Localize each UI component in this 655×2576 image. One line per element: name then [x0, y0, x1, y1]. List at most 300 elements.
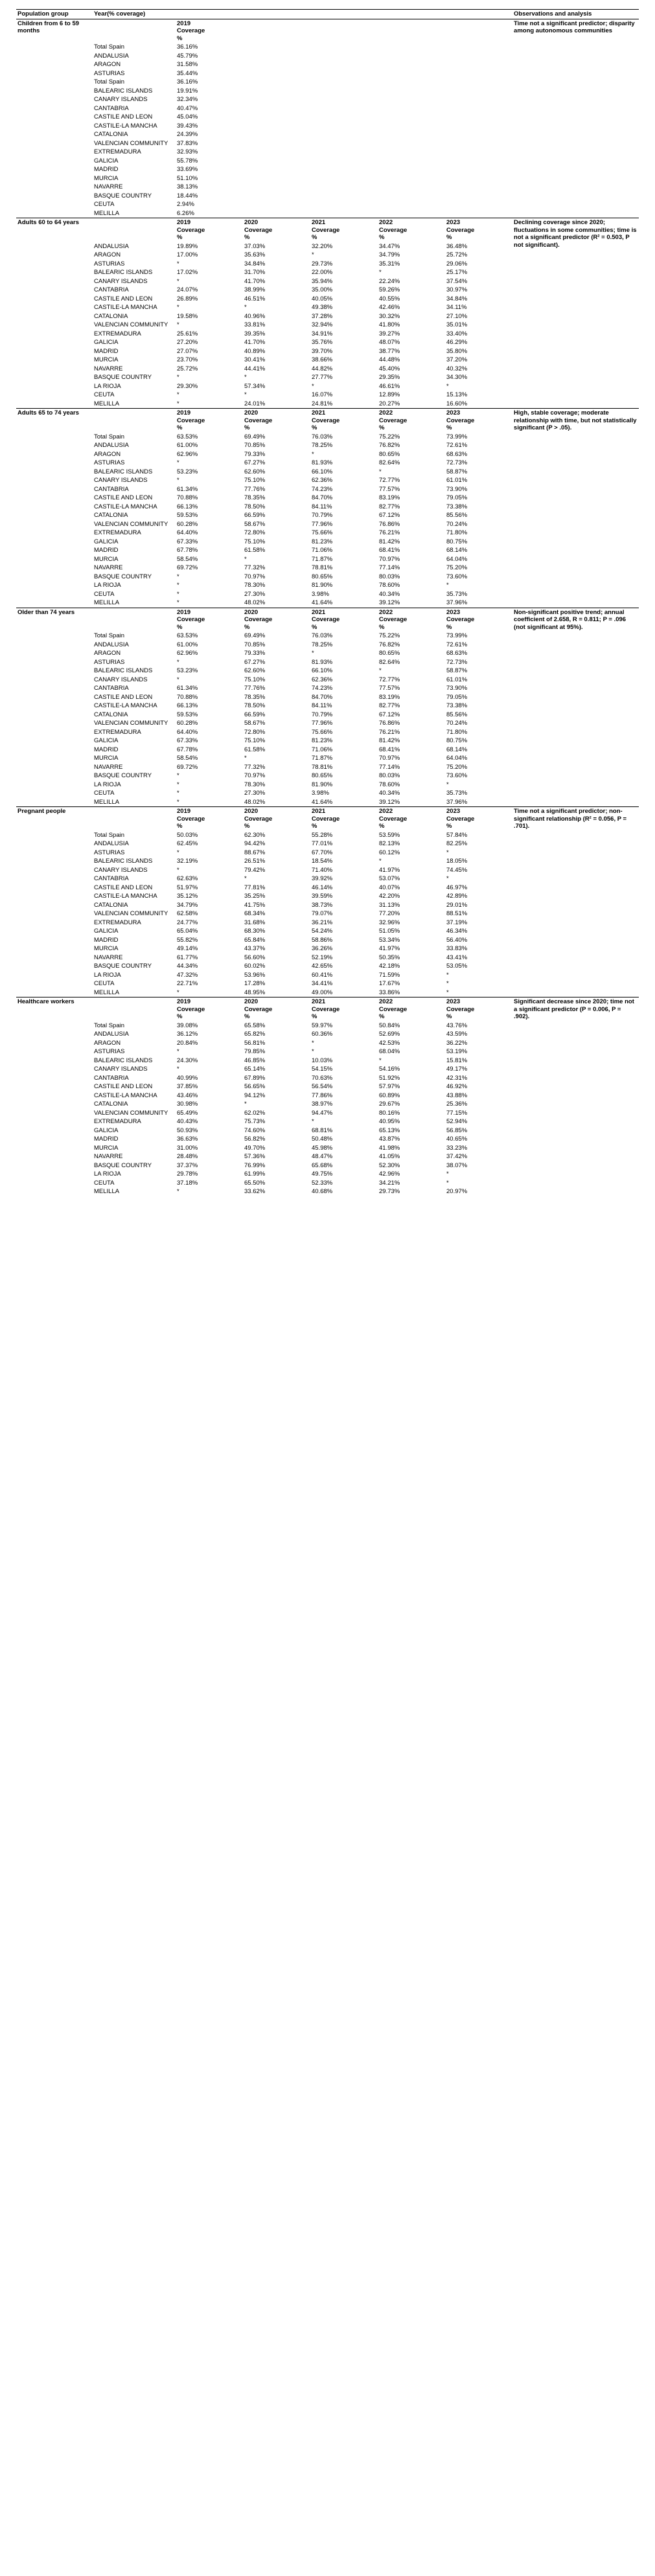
- region-label: CASTILE-LA MANCHA: [94, 122, 157, 130]
- coverage-value: [445, 122, 512, 131]
- region-label: MELILLA: [94, 400, 120, 407]
- coverage-value: 68.63%: [446, 450, 468, 458]
- table-head: [16, 10, 639, 19]
- coverage-value: 41.70%: [244, 277, 266, 285]
- coverage-value: *: [244, 555, 247, 563]
- coverage-value: [445, 60, 512, 69]
- coverage-value: 73.99%: [446, 433, 468, 440]
- coverage-value: *: [244, 374, 247, 381]
- coverage-value: 75.20%: [446, 763, 468, 771]
- region-label: VALENCIAN COMMUNITY: [94, 1109, 168, 1117]
- year-column-header: 2020 Coverage %: [244, 998, 273, 1020]
- region-label: CASTILE AND LEON: [94, 295, 153, 302]
- observation-cell: Non-significant positive trend; annual coefficient of 2.658, R = 0.811; P = .096 (not significant at 95%).: [514, 608, 626, 631]
- region-column-spacer: [93, 19, 176, 43]
- coverage-value: *: [177, 573, 179, 580]
- coverage-value: 63.53%: [177, 433, 198, 440]
- coverage-value: 82.13%: [379, 840, 400, 847]
- coverage-value: 81.90%: [312, 582, 333, 589]
- region-label: BALEARIC ISLANDS: [94, 858, 153, 865]
- coverage-value: 62.02%: [244, 1109, 266, 1117]
- coverage-value: 50.84%: [379, 1021, 400, 1029]
- coverage-value: 53.23%: [177, 667, 198, 674]
- coverage-value: *: [379, 858, 382, 865]
- coverage-value: *: [177, 304, 179, 311]
- coverage-value: 39.70%: [312, 347, 333, 355]
- section-header-row: [16, 409, 639, 433]
- coverage-value: [310, 157, 378, 166]
- coverage-value: 80.03%: [379, 772, 400, 779]
- coverage-value: 53.05%: [446, 963, 468, 970]
- coverage-value: 62.60%: [244, 468, 266, 475]
- coverage-value: 71.40%: [312, 866, 333, 874]
- region-label: BALEARIC ISLANDS: [94, 269, 153, 276]
- coverage-value: 81.23%: [312, 737, 333, 744]
- coverage-value: 77.76%: [244, 485, 266, 493]
- region-label: CANARY ISLANDS: [94, 277, 148, 285]
- coverage-value: 56.60%: [244, 953, 266, 961]
- coverage-value: 24.30%: [177, 1056, 198, 1064]
- coverage-value: 58.87%: [446, 468, 468, 475]
- region-label: BALEARIC ISLANDS: [94, 667, 153, 674]
- coverage-value: 76.86%: [379, 520, 400, 528]
- year-column-header: 2021 Coverage %: [312, 219, 340, 241]
- coverage-value: 42.96%: [379, 1170, 400, 1178]
- coverage-value: 47.32%: [177, 971, 198, 979]
- coverage-value: 78.35%: [244, 494, 266, 501]
- coverage-value: 61.00%: [177, 442, 198, 449]
- coverage-value: 74.60%: [244, 1126, 266, 1134]
- region-label: BASQUE COUNTRY: [94, 374, 152, 381]
- coverage-value: [445, 87, 512, 96]
- coverage-value: 55.28%: [312, 831, 333, 839]
- coverage-value: 54.16%: [379, 1066, 400, 1073]
- coverage-value: 36.12%: [177, 1031, 198, 1038]
- coverage-value: 30.97%: [446, 286, 468, 293]
- region-label: BALEARIC ISLANDS: [94, 87, 153, 95]
- coverage-value: 73.38%: [446, 702, 468, 709]
- coverage-value: 84.70%: [312, 693, 333, 701]
- coverage-value: 22.24%: [379, 277, 400, 285]
- coverage-value: 66.10%: [312, 468, 333, 475]
- coverage-value: 55.82%: [177, 936, 198, 944]
- coverage-value: 66.59%: [244, 711, 266, 718]
- coverage-value: 58.87%: [446, 667, 468, 674]
- population-group-label: Healthcare workers: [17, 998, 75, 1005]
- coverage-value: 43.87%: [379, 1135, 400, 1143]
- region-label: NAVARRE: [94, 953, 123, 961]
- region-label: CANTABRIA: [94, 875, 129, 882]
- coverage-value: 34.11%: [446, 304, 467, 311]
- coverage-value: 69.49%: [244, 433, 266, 440]
- year-column-header: 2022 Coverage %: [379, 219, 408, 241]
- coverage-value: 62.96%: [177, 450, 198, 458]
- coverage-value: 65.84%: [244, 936, 266, 944]
- coverage-value: *: [446, 582, 449, 589]
- coverage-value: 42.89%: [446, 893, 468, 900]
- coverage-value: 23.70%: [177, 356, 198, 363]
- coverage-value: *: [446, 988, 449, 996]
- coverage-value: 61.99%: [244, 1170, 266, 1178]
- region-label: CATALONIA: [94, 312, 128, 320]
- coverage-value: 68.41%: [379, 547, 400, 554]
- coverage-value: 70.24%: [446, 520, 468, 528]
- coverage-value: 78.25%: [312, 641, 333, 648]
- coverage-value: 62.96%: [177, 650, 198, 657]
- coverage-value: 68.63%: [446, 650, 468, 657]
- coverage-value: 29.78%: [177, 1170, 198, 1178]
- coverage-value: 78.35%: [244, 693, 266, 701]
- coverage-value: [445, 130, 512, 139]
- coverage-value: 79.05%: [446, 693, 468, 701]
- coverage-value: 71.87%: [312, 555, 333, 563]
- coverage-value: [310, 183, 378, 192]
- coverage-value: 67.78%: [177, 547, 198, 554]
- coverage-value: 76.82%: [379, 641, 400, 648]
- coverage-value: 56.82%: [244, 1135, 266, 1143]
- coverage-value: 75.22%: [379, 632, 400, 639]
- coverage-value: 77.01%: [312, 840, 333, 847]
- coverage-value: 37.18%: [177, 1179, 198, 1187]
- coverage-value: [378, 130, 445, 139]
- coverage-value: 78.81%: [312, 763, 333, 771]
- coverage-value: 66.13%: [177, 503, 198, 510]
- coverage-value: 3.98%: [312, 590, 329, 598]
- coverage-value: [445, 78, 512, 87]
- coverage-value: 57.36%: [244, 1153, 266, 1160]
- coverage-value: 79.42%: [244, 866, 266, 874]
- year-column-header: 2021 Coverage %: [312, 998, 340, 1020]
- coverage-value: 55.78%: [177, 157, 198, 165]
- coverage-value: 70.88%: [177, 693, 198, 701]
- coverage-value: 70.85%: [244, 641, 266, 648]
- coverage-value: 49.00%: [312, 988, 333, 996]
- coverage-value: [243, 52, 310, 61]
- coverage-value: 20.97%: [446, 1188, 468, 1195]
- coverage-value: *: [446, 1179, 449, 1187]
- coverage-value: 64.04%: [446, 755, 468, 762]
- coverage-value: 60.36%: [312, 1031, 333, 1038]
- coverage-value: 35.00%: [312, 286, 333, 293]
- coverage-value: 38.77%: [379, 347, 400, 355]
- coverage-value: 36.26%: [312, 945, 333, 952]
- coverage-value: 77.14%: [379, 564, 400, 571]
- coverage-value: 70.85%: [244, 442, 266, 449]
- region-label: BALEARIC ISLANDS: [94, 468, 153, 475]
- coverage-value: 82.77%: [379, 702, 400, 709]
- coverage-value: [445, 200, 512, 209]
- coverage-value: 60.12%: [379, 849, 400, 856]
- coverage-value: *: [446, 849, 449, 856]
- coverage-value: 77.96%: [312, 720, 333, 727]
- region-label: CATALONIA: [94, 131, 128, 138]
- coverage-value: 50.93%: [177, 1126, 198, 1134]
- coverage-value: 18.54%: [312, 858, 333, 865]
- coverage-value: 36.63%: [177, 1135, 198, 1143]
- coverage-value: 61.34%: [177, 485, 198, 493]
- coverage-value: 73.90%: [446, 685, 468, 692]
- coverage-value: 32.96%: [379, 918, 400, 926]
- coverage-value: 32.20%: [312, 242, 333, 250]
- coverage-value: [243, 69, 310, 78]
- coverage-value: *: [379, 1056, 382, 1064]
- year-column-header: [378, 19, 445, 43]
- coverage-value: 42.20%: [379, 893, 400, 900]
- region-label: MADRID: [94, 1135, 119, 1143]
- coverage-value: 64.40%: [177, 529, 198, 536]
- coverage-value: 38.66%: [312, 356, 333, 363]
- coverage-value: 54.15%: [312, 1066, 333, 1073]
- coverage-value: 33.69%: [177, 166, 198, 173]
- coverage-value: 39.35%: [244, 330, 266, 337]
- coverage-value: *: [177, 988, 179, 996]
- coverage-value: 37.96%: [446, 798, 468, 806]
- coverage-value: 33.81%: [244, 321, 266, 328]
- coverage-value: 88.51%: [446, 910, 468, 917]
- coverage-value: 46.34%: [446, 928, 468, 935]
- coverage-value: 67.33%: [177, 538, 198, 545]
- coverage-value: 60.02%: [244, 963, 266, 970]
- region-label: ARAGON: [94, 61, 121, 68]
- coverage-value: 36.21%: [312, 918, 333, 926]
- coverage-value: 60.28%: [177, 520, 198, 528]
- coverage-value: 25.61%: [177, 330, 198, 337]
- region-column-spacer: [93, 608, 176, 632]
- coverage-value: [310, 60, 378, 69]
- coverage-value: 34.84%: [244, 260, 266, 268]
- coverage-value: 81.93%: [312, 658, 333, 666]
- year-column-header: 2019 Coverage %: [177, 219, 205, 241]
- coverage-value: 40.07%: [379, 883, 400, 891]
- coverage-value: 65.58%: [244, 1021, 266, 1029]
- region-label: ANDALUSIA: [94, 52, 129, 60]
- coverage-value: *: [177, 391, 179, 398]
- coverage-value: 36.16%: [177, 78, 198, 85]
- coverage-value: 70.97%: [244, 772, 266, 779]
- region-label: EXTREMADURA: [94, 728, 141, 736]
- population-group-label: Adults 65 to 74 years: [17, 409, 80, 416]
- region-label: NAVARRE: [94, 564, 123, 571]
- coverage-value: 54.24%: [312, 928, 333, 935]
- coverage-value: [310, 43, 378, 52]
- coverage-value: 29.30%: [177, 382, 198, 390]
- coverage-value: 65.04%: [177, 928, 198, 935]
- coverage-value: 33.23%: [446, 1144, 468, 1152]
- coverage-value: 39.08%: [177, 1021, 198, 1029]
- coverage-value: 76.21%: [379, 728, 400, 736]
- coverage-value: *: [312, 450, 314, 458]
- coverage-value: 10.03%: [312, 1056, 333, 1064]
- coverage-value: 62.58%: [177, 910, 198, 917]
- coverage-value: [243, 165, 310, 174]
- coverage-value: 33.40%: [446, 330, 468, 337]
- coverage-value: 40.55%: [379, 295, 400, 302]
- coverage-value: 46.29%: [446, 339, 468, 346]
- coverage-value: 70.97%: [379, 755, 400, 762]
- coverage-value: 77.32%: [244, 564, 266, 571]
- population-group-label: Older than 74 years: [17, 608, 75, 616]
- coverage-value: 67.89%: [244, 1074, 266, 1082]
- coverage-value: 59.97%: [312, 1021, 333, 1029]
- coverage-value: 27.30%: [244, 790, 266, 797]
- coverage-value: [243, 78, 310, 87]
- coverage-value: *: [312, 1118, 314, 1125]
- coverage-value: 69.72%: [177, 763, 198, 771]
- coverage-value: [243, 43, 310, 52]
- region-label: MADRID: [94, 547, 119, 554]
- coverage-value: 73.99%: [446, 632, 468, 639]
- region-label: CANARY ISLANDS: [94, 1066, 148, 1073]
- coverage-value: 80.16%: [379, 1109, 400, 1117]
- coverage-value: 57.97%: [379, 1083, 400, 1090]
- region-label: CANTABRIA: [94, 685, 129, 692]
- coverage-value: 71.80%: [446, 728, 468, 736]
- coverage-value: 62.30%: [244, 831, 266, 839]
- region-label: LA RIOJA: [94, 971, 121, 979]
- coverage-value: 82.64%: [379, 658, 400, 666]
- coverage-value: 61.00%: [177, 641, 198, 648]
- coverage-value: 77.76%: [244, 685, 266, 692]
- coverage-value: 36.16%: [177, 43, 198, 51]
- region-label: CASTILE-LA MANCHA: [94, 503, 157, 510]
- coverage-value: 46.97%: [446, 883, 468, 891]
- region-label: ASTURIAS: [94, 260, 125, 268]
- region-label: BASQUE COUNTRY: [94, 963, 152, 970]
- coverage-value: 61.01%: [446, 477, 468, 484]
- coverage-value: 41.80%: [379, 321, 400, 328]
- coverage-value: 81.42%: [379, 538, 400, 545]
- coverage-value: 35.12%: [177, 893, 198, 900]
- coverage-value: *: [446, 971, 449, 979]
- coverage-value: 60.89%: [379, 1091, 400, 1099]
- region-label: MELILLA: [94, 599, 120, 606]
- coverage-value: 65.49%: [177, 1109, 198, 1117]
- coverage-value: *: [177, 260, 179, 268]
- coverage-value: 41.97%: [379, 945, 400, 952]
- region-label: MURCIA: [94, 945, 119, 952]
- coverage-value: [310, 174, 378, 183]
- coverage-value: [243, 157, 310, 166]
- coverage-value: *: [244, 304, 247, 311]
- coverage-value: 72.80%: [244, 728, 266, 736]
- coverage-value: 77.20%: [379, 910, 400, 917]
- section-header-row: [16, 19, 639, 43]
- coverage-value: *: [446, 875, 449, 882]
- coverage-value: 34.41%: [312, 980, 333, 987]
- coverage-value: 78.60%: [379, 781, 400, 788]
- coverage-value: 65.82%: [244, 1031, 266, 1038]
- coverage-value: 52.94%: [446, 1118, 468, 1125]
- coverage-value: [445, 139, 512, 148]
- coverage-value: 18.05%: [446, 858, 468, 865]
- coverage-value: 39.27%: [379, 330, 400, 337]
- region-column-spacer: [93, 409, 176, 433]
- coverage-value: 75.20%: [446, 564, 468, 571]
- coverage-value: 66.13%: [177, 702, 198, 709]
- coverage-value: 51.10%: [177, 174, 198, 182]
- year-column-header: [310, 19, 378, 43]
- region-label: NAVARRE: [94, 183, 123, 190]
- coverage-value: 53.07%: [379, 875, 400, 882]
- coverage-value: [243, 200, 310, 209]
- coverage-value: 53.19%: [446, 1048, 468, 1055]
- coverage-value: 43.46%: [177, 1091, 198, 1099]
- region-label: CASTILE AND LEON: [94, 113, 153, 120]
- coverage-value: 76.03%: [312, 433, 333, 440]
- coverage-value: *: [177, 849, 179, 856]
- coverage-value: 85.56%: [446, 512, 468, 519]
- coverage-value: 70.97%: [244, 573, 266, 580]
- coverage-value: *: [244, 755, 247, 762]
- coverage-value: 53.23%: [177, 468, 198, 475]
- coverage-value: [445, 209, 512, 218]
- coverage-value: 31.13%: [379, 901, 400, 909]
- coverage-value: [310, 87, 378, 96]
- coverage-value: *: [379, 667, 382, 674]
- coverage-value: 94.12%: [244, 1091, 266, 1099]
- coverage-value: 38.99%: [244, 286, 266, 293]
- coverage-value: 42.53%: [379, 1039, 400, 1047]
- coverage-value: 68.34%: [244, 910, 266, 917]
- coverage-value: 26.51%: [244, 858, 266, 865]
- coverage-value: 70.97%: [379, 555, 400, 563]
- coverage-value: 46.61%: [379, 382, 400, 390]
- coverage-value: 85.56%: [446, 711, 468, 718]
- year-column-header: 2020 Coverage %: [244, 219, 273, 241]
- coverage-value: [378, 174, 445, 183]
- coverage-value: [243, 122, 310, 131]
- coverage-value: *: [312, 382, 314, 390]
- region-label: NAVARRE: [94, 763, 123, 771]
- coverage-value: 40.43%: [177, 1118, 198, 1125]
- year-column-header: 2021 Coverage %: [312, 409, 340, 431]
- coverage-value: 56.81%: [244, 1039, 266, 1047]
- coverage-value: 25.36%: [446, 1100, 468, 1108]
- region-label: BASQUE COUNTRY: [94, 192, 152, 199]
- table-body: [16, 19, 639, 1196]
- coverage-value: 80.75%: [446, 538, 468, 545]
- coverage-value: 28.48%: [177, 1153, 198, 1160]
- coverage-value: 42.65%: [312, 963, 333, 970]
- coverage-value: 74.23%: [312, 685, 333, 692]
- coverage-value: 27.20%: [177, 339, 198, 346]
- coverage-value: 41.64%: [312, 599, 333, 606]
- coverage-value: 42.31%: [446, 1074, 468, 1082]
- region-label: ASTURIAS: [94, 459, 125, 466]
- year-column-header: [243, 19, 310, 43]
- region-label: MADRID: [94, 347, 119, 355]
- coverage-value: 69.72%: [177, 564, 198, 571]
- coverage-value: 68.41%: [379, 746, 400, 753]
- coverage-value: 94.47%: [312, 1109, 333, 1117]
- coverage-value: 62.45%: [177, 840, 198, 847]
- coverage-value: 41.97%: [379, 866, 400, 874]
- region-label: LA RIOJA: [94, 382, 121, 390]
- coverage-value: 80.03%: [379, 573, 400, 580]
- region-label: MURCIA: [94, 755, 119, 762]
- coverage-value: 79.33%: [244, 450, 266, 458]
- region-label: MURCIA: [94, 174, 119, 182]
- coverage-value: 29.73%: [379, 1188, 400, 1195]
- coverage-value: 35.01%: [446, 321, 468, 328]
- coverage-value: 72.80%: [244, 529, 266, 536]
- coverage-value: 52.30%: [379, 1161, 400, 1169]
- coverage-value: 57.34%: [244, 382, 266, 390]
- coverage-value: 70.88%: [177, 494, 198, 501]
- region-label: EXTREMADURA: [94, 529, 141, 536]
- region-label: CASTILE AND LEON: [94, 494, 153, 501]
- region-label: CEUTA: [94, 391, 115, 398]
